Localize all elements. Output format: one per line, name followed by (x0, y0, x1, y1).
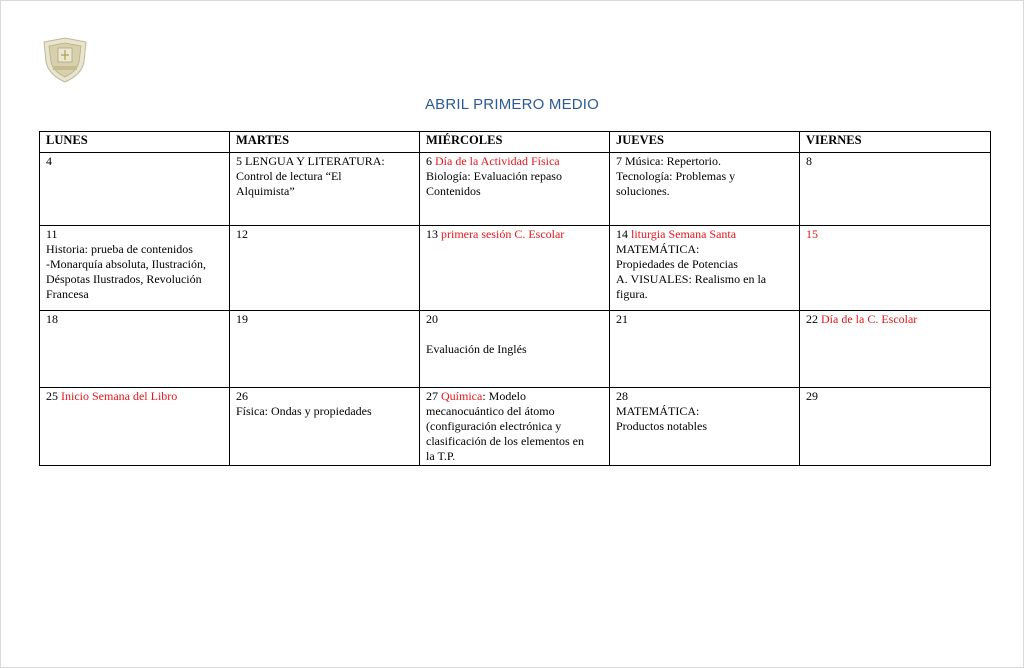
day-heading (46, 154, 223, 169)
header-row (40, 132, 991, 153)
day-heading (426, 389, 603, 404)
day-heading: 7 Música: Repertorio. (616, 154, 721, 168)
day-number: 18 (46, 312, 58, 326)
day-number: 21 (616, 312, 628, 326)
day-cell-miercoles (420, 388, 610, 466)
cell-text-line: soluciones. (616, 184, 670, 198)
day-cell-jueves (610, 226, 800, 311)
calendar-table (39, 131, 991, 466)
day-cell-miercoles (420, 226, 610, 311)
day-number: 26 (236, 389, 248, 403)
day-cell-lunes (40, 311, 230, 388)
day-heading (46, 227, 223, 242)
cell-text-line: MATEMÁTICA: (616, 242, 700, 256)
event-label: Inicio Semana del Libro (61, 389, 178, 403)
cell-text-line: MATEMÁTICA: (616, 404, 700, 418)
cell-text-line: A. VISUALES: Realismo en la (616, 272, 767, 286)
day-cell-jueves (610, 388, 800, 466)
day-cell-jueves (610, 311, 800, 388)
day-cell-martes (230, 153, 420, 226)
event-label: liturgia Semana Santa (631, 227, 737, 241)
day-heading (426, 154, 603, 169)
cell-text-line: clasificación de los elementos en (426, 434, 584, 448)
header-lunes: LUNES (40, 132, 230, 153)
day-heading (806, 312, 984, 327)
cell-text-line: Física: Ondas y propiedades (236, 404, 372, 418)
event-label: Química (441, 389, 483, 403)
day-number: 27 (426, 389, 438, 403)
cell-text-line: Contenidos (426, 184, 481, 198)
cell-text-line: mecanocuántico del átomo (426, 404, 555, 418)
day-number: 6 (426, 154, 432, 168)
header-jueves: JUEVES (610, 132, 800, 153)
day-cell-lunes (40, 153, 230, 226)
week-row (40, 311, 991, 388)
week-row (40, 388, 991, 466)
day-heading (806, 389, 984, 404)
header-martes: MARTES (230, 132, 420, 153)
day-number: 14 (616, 227, 628, 241)
day-number: 13 (426, 227, 438, 241)
day-heading: 5 LENGUA Y LITERATURA: (236, 154, 385, 168)
day-number: 15 (806, 227, 818, 241)
day-number: 19 (236, 312, 248, 326)
day-number: 11 (46, 227, 58, 241)
page-title: ABRIL PRIMERO MEDIO (424, 96, 600, 113)
day-heading (616, 227, 793, 242)
cell-text-line: Biología: Evaluación repaso (426, 169, 562, 183)
day-number: 20 (426, 312, 438, 326)
day-number: 7 (616, 154, 622, 168)
school-crest-logo (40, 36, 90, 84)
cell-text-line: Alquimista” (236, 184, 295, 198)
day-heading (236, 389, 413, 404)
cell-text-line: Evaluación de Inglés (426, 342, 527, 356)
cell-text-line: Historia: prueba de contenidos (46, 242, 193, 256)
day-heading (426, 227, 603, 242)
day-number: 5 (236, 154, 242, 168)
day-cell-jueves (610, 153, 800, 226)
cell-text-line (426, 327, 603, 342)
event-label: Día de la C. Escolar (821, 312, 918, 326)
header-viernes: VIERNES (800, 132, 991, 153)
day-number: 29 (806, 389, 818, 403)
cell-text-line: Propiedades de Potencias (616, 257, 738, 271)
week-row (40, 226, 991, 311)
day-cell-lunes (40, 226, 230, 311)
day-number: 8 (806, 154, 812, 168)
day-heading (616, 312, 793, 327)
cell-text-line: Control de lectura “El (236, 169, 342, 183)
cell-text-line: Productos notables (616, 419, 707, 433)
day-heading (46, 389, 223, 404)
day-cell-viernes (800, 311, 991, 388)
day-cell-viernes (800, 226, 991, 311)
cell-text-line: Francesa (46, 287, 89, 301)
day-number: 12 (236, 227, 248, 241)
header-miercoles: MIÉRCOLES (420, 132, 610, 153)
cell-text-line: la T.P. (426, 449, 456, 463)
day-heading (236, 312, 413, 327)
day-cell-lunes (40, 388, 230, 466)
day-cell-martes (230, 226, 420, 311)
day-number: 25 (46, 389, 58, 403)
event-label: Día de la Actividad Física (435, 154, 560, 168)
day-heading (806, 154, 984, 169)
cell-text-line: figura. (616, 287, 648, 301)
day-heading (616, 389, 793, 404)
day-heading (426, 312, 603, 327)
cell-text-line: (configuración electrónica y (426, 419, 562, 433)
day-cell-miercoles (420, 311, 610, 388)
cell-text-line: Tecnología: Problemas y (616, 169, 736, 183)
event-suffix: : Modelo (482, 389, 526, 403)
day-number: 22 (806, 312, 818, 326)
event-label: primera sesión C. Escolar (441, 227, 565, 241)
day-number: 28 (616, 389, 628, 403)
week-row (40, 153, 991, 226)
cell-text-line: -Monarquía absoluta, Ilustración, (46, 257, 206, 271)
day-cell-viernes (800, 388, 991, 466)
day-cell-martes (230, 311, 420, 388)
day-heading (46, 312, 223, 327)
day-number: 4 (46, 154, 52, 168)
cell-text-line: Déspotas Ilustrados, Revolución (46, 272, 202, 286)
day-heading (806, 227, 984, 242)
day-cell-martes (230, 388, 420, 466)
day-cell-viernes (800, 153, 991, 226)
day-heading (236, 227, 413, 242)
day-cell-miercoles (420, 153, 610, 226)
